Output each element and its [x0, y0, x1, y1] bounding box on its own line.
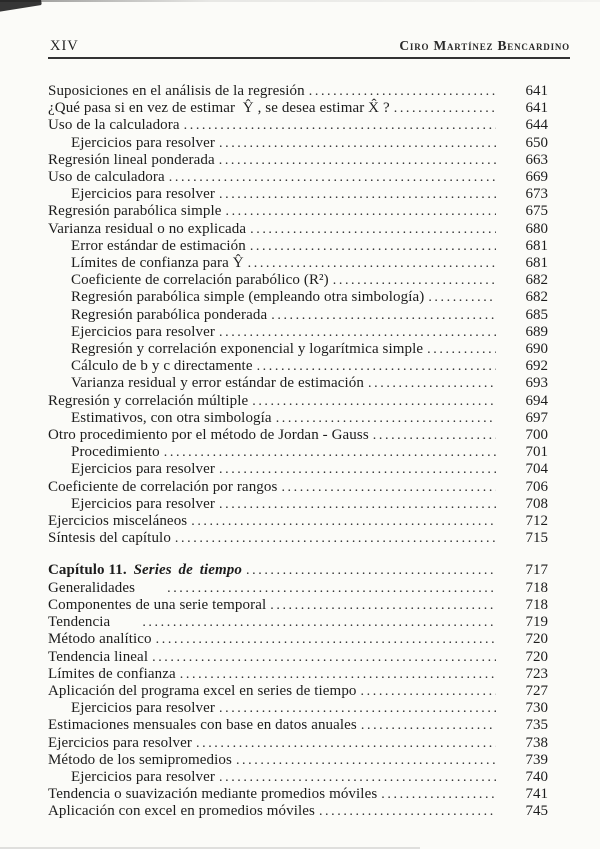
- toc-entry: [48, 479, 548, 496]
- toc-entry-title: Aplicación con excel en promedios móviles: [48, 803, 315, 820]
- dot-leader: [248, 255, 496, 272]
- toc-entry-title: Ejercicios misceláneos: [48, 513, 188, 530]
- toc-entry: [48, 289, 548, 306]
- dot-leader: [246, 562, 496, 579]
- dot-leader: [219, 135, 496, 152]
- toc-entry: [48, 375, 548, 392]
- toc-entry-page: 685: [525, 306, 548, 323]
- toc-entry: [48, 496, 548, 513]
- toc-entry-page: 720: [525, 648, 548, 665]
- toc-entry-title-italic: Series de tiempo: [126, 562, 243, 579]
- toc-entry-page: 673: [525, 186, 548, 203]
- dot-leader: [361, 717, 496, 734]
- toc-entry-page: 741: [525, 786, 548, 803]
- toc-entry: [48, 597, 548, 614]
- toc-entry-page: 690: [525, 341, 548, 358]
- toc-entry-title: Regresión parabólica simple: [48, 203, 222, 220]
- toc-entry-title: Regresión lineal ponderada: [48, 151, 215, 168]
- toc-entry-title: Uso de calculadora: [48, 169, 165, 186]
- dot-leader: [225, 203, 496, 220]
- dot-leader: [191, 513, 496, 530]
- toc-entry-title: Uso de la calculadora: [48, 117, 180, 134]
- dot-leader: [281, 479, 496, 496]
- toc-entry-page: 745: [525, 803, 548, 820]
- toc-entry-page: 675: [525, 203, 548, 220]
- toc-entry-title: Ejercicios para resolver: [71, 186, 215, 203]
- dot-leader: [427, 341, 496, 358]
- toc-entry-page: 720: [525, 631, 548, 648]
- toc-entry-page: 719: [525, 614, 548, 631]
- toc-entry-page: 706: [525, 478, 548, 495]
- toc-entry: [48, 769, 548, 786]
- toc-entry-page: 669: [525, 169, 548, 186]
- toc-entry-page: 730: [525, 700, 548, 717]
- dot-leader: [361, 683, 496, 700]
- toc-entry-page: 717: [525, 562, 548, 579]
- toc-entry-title: Síntesis del capítulo: [48, 530, 171, 547]
- toc-entry: [48, 272, 548, 289]
- toc-entry: [48, 324, 548, 341]
- toc-entry: [48, 562, 548, 579]
- dot-leader: [169, 169, 496, 186]
- toc-entry-page: 700: [525, 427, 548, 444]
- toc-entry-title: Coeficiente de correlación por rangos: [48, 478, 278, 495]
- toc-entry-page: 644: [525, 117, 548, 134]
- toc-entry-title: Varianza residual y error estándar de estimación: [71, 375, 365, 392]
- toc-entry-title: Varianza residual o no explicada: [48, 220, 247, 237]
- toc-entry: [48, 700, 548, 717]
- toc-entry: [48, 100, 548, 117]
- dot-leader: [219, 461, 496, 478]
- dot-leader: [142, 614, 496, 631]
- toc-entry-page: 681: [525, 237, 548, 254]
- toc-entry: [48, 752, 548, 769]
- dot-leader: [276, 410, 496, 427]
- toc-entry-title: Regresión y correlación exponencial y logarítmica simple: [71, 341, 424, 358]
- toc-entry-page: 704: [525, 461, 548, 478]
- toc-entry: [48, 580, 548, 597]
- dot-leader: [167, 580, 496, 597]
- toc-entry: [48, 152, 548, 169]
- toc-entry-title: Tendencia: [48, 614, 111, 631]
- dot-leader: [250, 238, 496, 255]
- toc-entry-title: Suposiciones en el análisis de la regresión: [48, 83, 305, 99]
- dot-leader: [219, 152, 496, 169]
- dot-leader: [368, 375, 496, 392]
- toc-entry: [48, 717, 548, 734]
- toc-entry-title: Ejercicios para resolver: [71, 134, 215, 151]
- toc-entry-page: 718: [525, 579, 548, 596]
- dot-leader: [219, 769, 496, 786]
- toc-entry-title: Cálculo de b y c directamente: [71, 358, 253, 375]
- dot-leader: [219, 324, 496, 341]
- toc-entry-title: Capítulo 11. Series de tiempo: [48, 562, 243, 579]
- toc-entry: [48, 83, 548, 100]
- toc-entry-page: 701: [525, 444, 548, 461]
- toc-entry: [48, 530, 548, 547]
- toc-entry-page: 739: [525, 751, 548, 768]
- toc-entry: [48, 410, 548, 427]
- toc-entry-page: 689: [525, 323, 548, 340]
- toc-entry-page: 650: [525, 134, 548, 151]
- dot-leader: [428, 289, 496, 306]
- toc-entry-title: Límites de confianza para Ŷ: [71, 255, 244, 272]
- toc-entry-page: 712: [525, 513, 548, 530]
- dot-leader: [271, 307, 496, 324]
- toc-entry: [48, 117, 548, 134]
- toc-entry-page: 693: [525, 375, 548, 392]
- toc-entry: [48, 427, 548, 444]
- dot-leader: [156, 631, 496, 648]
- toc-entry-title: Aplicación del programa excel en series de tiempo: [48, 682, 357, 699]
- dot-leader: [373, 427, 496, 444]
- toc-entry-page: 715: [525, 530, 548, 547]
- dot-leader: [250, 221, 496, 238]
- toc-entry-title: Generalidades: [48, 579, 136, 596]
- dot-leader: [257, 358, 496, 375]
- toc-entry-page: 681: [525, 255, 548, 272]
- toc-entry-page: 697: [525, 409, 548, 426]
- dot-leader: [309, 83, 496, 100]
- toc-entry-page: 663: [525, 151, 548, 168]
- toc-list: [0, 83, 600, 821]
- dot-leader: [381, 786, 496, 803]
- dot-leader: [184, 117, 496, 134]
- toc-entry-title: Método de los semipromedios: [48, 751, 232, 768]
- toc-entry-page: 738: [525, 734, 548, 751]
- toc-entry-title: Error estándar de estimación: [71, 237, 246, 254]
- toc-entry-title: Regresión y correlación múltiple: [48, 392, 249, 409]
- toc-entry: [48, 393, 548, 410]
- page-header: [50, 38, 570, 55]
- toc-entry-title: Coeficiente de correlación parabólico (R²): [71, 272, 329, 289]
- page-folio: XIV: [50, 38, 79, 54]
- toc-entry: [48, 221, 548, 238]
- toc-entry-title: Límites de confianza: [48, 665, 176, 682]
- toc-entry-page: 682: [525, 272, 548, 289]
- toc-entry: [48, 614, 548, 631]
- toc-entry-page: 692: [525, 358, 548, 375]
- dot-leader: [180, 666, 496, 683]
- toc-entry-title: Regresión parabólica ponderada: [71, 306, 268, 323]
- dot-leader: [270, 597, 496, 614]
- toc-entry-page: 694: [525, 392, 548, 409]
- toc-entry-page: 718: [525, 596, 548, 613]
- toc-entry-page: 641: [525, 100, 548, 117]
- toc-entry: [48, 461, 548, 478]
- dot-leader: [319, 803, 496, 820]
- toc-entry-title: ¿Qué pasa si en vez de estimar Ŷ , se desea estimar X̂ ?: [48, 100, 390, 117]
- toc-entry-page: 680: [525, 220, 548, 237]
- toc-entry: [48, 307, 548, 324]
- toc-entry-page: 735: [525, 717, 548, 734]
- toc-entry: [48, 238, 548, 255]
- toc-entry-title: Componentes de una serie temporal: [48, 596, 267, 613]
- toc-entry: [48, 255, 548, 272]
- toc-entry-page: 723: [525, 665, 548, 682]
- toc-entry: [48, 135, 548, 152]
- dot-leader: [252, 393, 496, 410]
- scan-top-edge-artifact: [0, 0, 600, 2]
- toc-entry-title: Ejercicios para resolver: [48, 734, 192, 751]
- toc-entry: [48, 649, 548, 666]
- toc-entry-page: 682: [525, 289, 548, 306]
- toc-entry-title: Ejercicios para resolver: [71, 461, 215, 478]
- toc-entry-title: Otro procedimiento por el método de Jordan - Gauss: [48, 427, 369, 444]
- running-head: Ciro Martínez Bencardino: [399, 38, 570, 53]
- toc-entry: [48, 803, 548, 820]
- toc-entry-page: 708: [525, 495, 548, 512]
- scan-corner-artifact: [0, 0, 42, 13]
- toc-entry: [48, 786, 548, 803]
- toc-entry-title: Ejercicios para resolver: [71, 768, 215, 785]
- dot-leader: [236, 752, 496, 769]
- toc-entry: [48, 341, 548, 358]
- toc-entry-title: Procedimiento: [71, 444, 160, 461]
- toc-entry: [48, 735, 548, 752]
- toc-entry: [48, 358, 548, 375]
- toc-entry-title: Regresión parabólica simple (empleando otra simbología): [71, 289, 425, 306]
- dot-leader: [394, 100, 496, 117]
- toc-entry: [48, 631, 548, 648]
- toc-entry-title: Tendencia lineal: [48, 648, 149, 665]
- toc-entry-title: Tendencia o suavización mediante promedios móviles: [48, 786, 378, 803]
- toc-entry: [48, 444, 548, 461]
- toc-entry-page: 641: [525, 83, 548, 99]
- toc-entry-title: Ejercicios para resolver: [71, 700, 215, 717]
- toc-entry: [48, 203, 548, 220]
- dot-leader: [152, 649, 496, 666]
- toc-entry-page: 727: [525, 682, 548, 699]
- toc-entry: [48, 513, 548, 530]
- toc-entry-page: 740: [525, 768, 548, 785]
- dot-leader: [333, 272, 496, 289]
- toc-entry-title: Ejercicios para resolver: [71, 323, 215, 340]
- dot-leader: [219, 700, 496, 717]
- dot-leader: [219, 496, 496, 513]
- toc-entry-title: Ejercicios para resolver: [71, 495, 215, 512]
- dot-leader: [196, 735, 496, 752]
- dot-leader: [164, 444, 496, 461]
- dot-leader: [175, 530, 496, 547]
- toc-entry-title: Método analítico: [48, 631, 152, 648]
- toc-entry-title: Estimativos, con otra simbología: [71, 409, 272, 426]
- toc-entry: [48, 169, 548, 186]
- dot-leader: [219, 186, 496, 203]
- toc-entry: [48, 186, 548, 203]
- toc-entry-title: Estimaciones mensuales con base en datos anuales: [48, 717, 357, 734]
- toc-entry: [48, 683, 548, 700]
- toc-entry: [48, 666, 548, 683]
- header-rule: [48, 57, 570, 59]
- section-gap: [48, 547, 548, 562]
